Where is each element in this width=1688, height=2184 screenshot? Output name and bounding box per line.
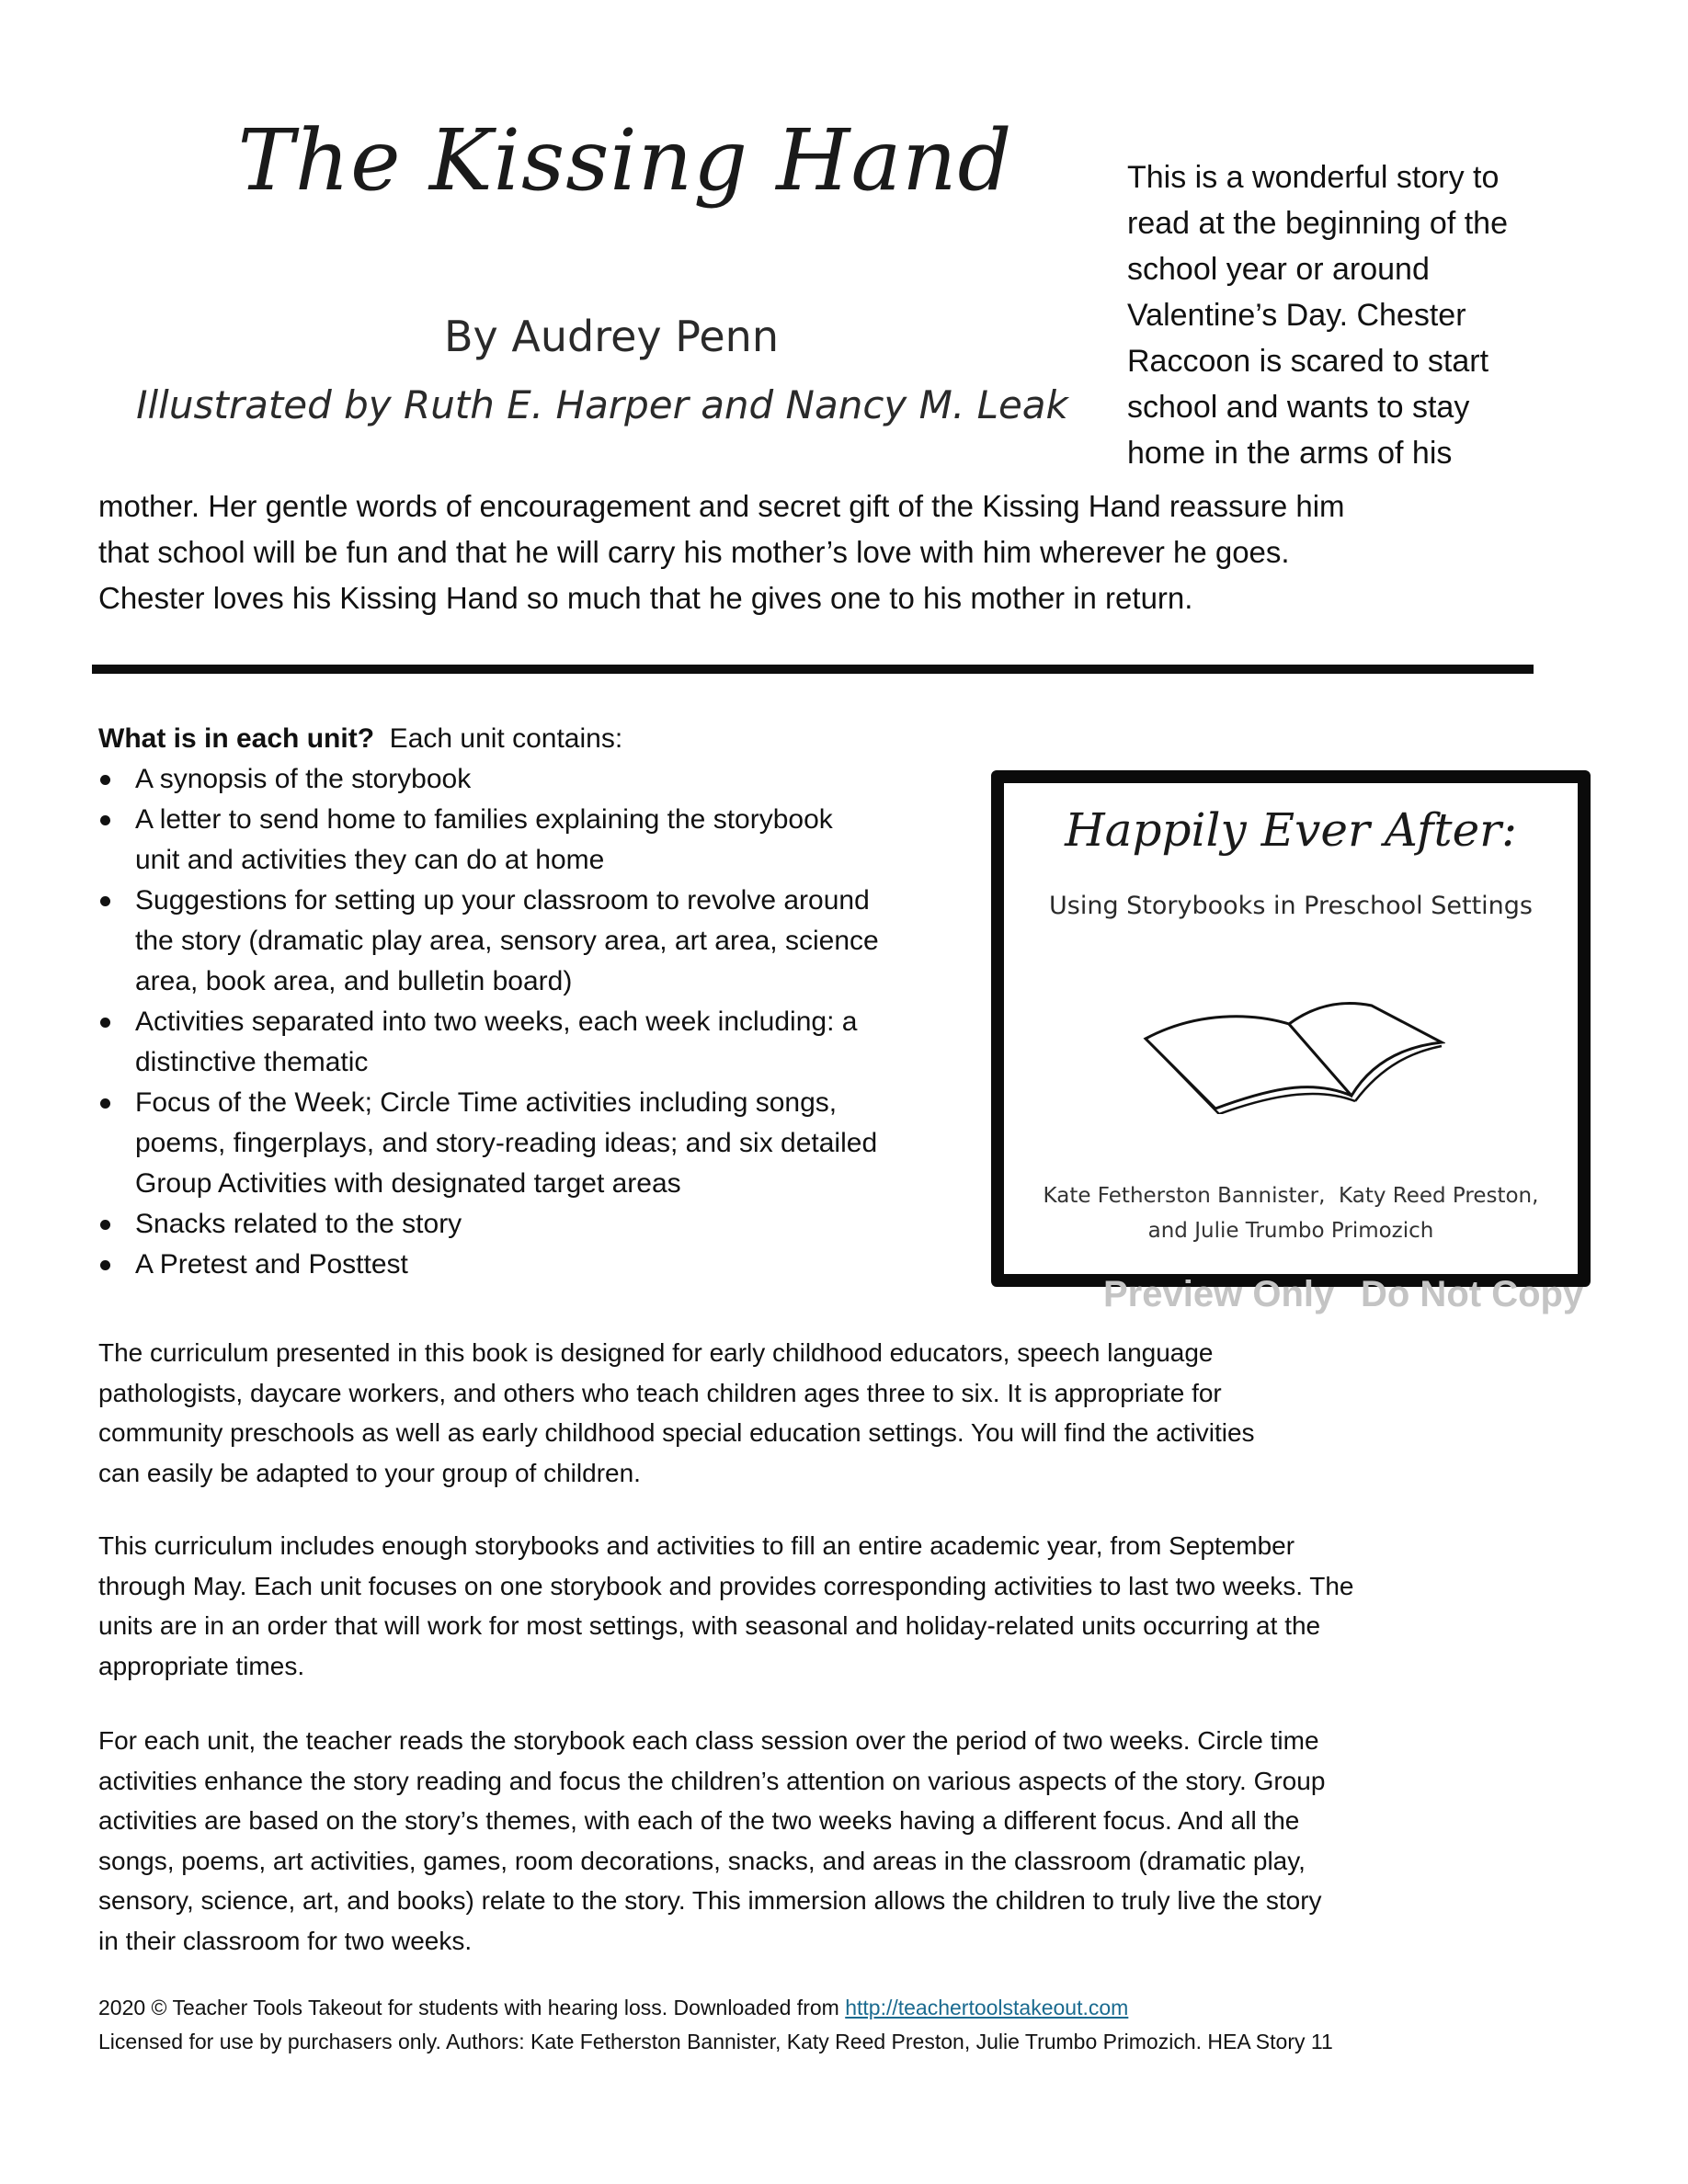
paragraph-line: can easily be adapted to your group of children. bbox=[98, 1458, 641, 1487]
download-link[interactable]: http://teachertoolstakeout.com bbox=[845, 1996, 1129, 2019]
author-line: By Audrey Penn bbox=[444, 312, 779, 361]
unit-contents-section bbox=[98, 719, 972, 1285]
intro-line: read at the beginning of the bbox=[1127, 206, 1508, 241]
book-cover-image bbox=[991, 770, 1591, 1287]
copyright-line bbox=[98, 1991, 1643, 2025]
section-divider bbox=[92, 665, 1534, 674]
list-item bbox=[98, 759, 972, 800]
intro-line: Chester loves his Kissing Hand so much that he gives one to his mother in return. bbox=[98, 581, 1193, 615]
list-item-line: A letter to send home to families explaining the storybook bbox=[135, 804, 833, 835]
intro-line: home in the arms of his bbox=[1127, 436, 1453, 471]
list-item-line: poems, fingerplays, and story-reading ideas; and six detailed bbox=[135, 1128, 878, 1158]
list-item-line: Snacks related to the story bbox=[135, 1209, 462, 1239]
paragraph-line: sensory, science, art, and books) relate to the story. This immersion allows the children to truly live the story bbox=[98, 1886, 1322, 1916]
license-line: Licensed for use by purchasers only. Authors: Kate Fetherston Bannister, Katy Reed Preston, Julie Trumbo Primozich. HEA Story 11 bbox=[98, 2030, 1333, 2053]
bullet-icon bbox=[100, 1098, 110, 1109]
paragraph-line: activities are based on the story’s themes, with each of the two weeks having a different focus. And all the bbox=[98, 1806, 1300, 1836]
intro-line: This is a wonderful story to bbox=[1127, 160, 1500, 195]
intro-line: Valentine’s Day. Chester bbox=[1127, 298, 1466, 333]
unit-contents-heading bbox=[98, 719, 972, 759]
paragraph-scope bbox=[98, 1526, 1643, 1686]
heading-rest: Each unit contains: bbox=[374, 723, 623, 754]
intro-line: that school will be fun and that he will carry his mother’s love with him wherever he goes. bbox=[98, 535, 1290, 569]
paragraph-line: activities enhance the story reading and focus the children’s attention on various aspects of the story. Group bbox=[98, 1766, 1326, 1795]
paragraph-method bbox=[98, 1721, 1643, 1962]
list-item-line: Group Activities with designated target areas bbox=[135, 1168, 681, 1199]
list-item-line: distinctive thematic bbox=[135, 1047, 369, 1077]
cover-authors-line: Kate Fetherston Bannister, Katy Reed Preston, bbox=[1043, 1184, 1539, 1208]
copyright-text: 2020 © Teacher Tools Takeout for students with hearing loss. Downloaded from bbox=[98, 1996, 846, 2019]
list-item-line: Suggestions for setting up your classroom to revolve around bbox=[135, 885, 870, 916]
paragraph-line: through May. Each unit focuses on one storybook and provides corresponding activities to last two weeks. The bbox=[98, 1571, 1354, 1600]
cover-subtitle: Using Storybooks in Preschool Settings bbox=[1049, 892, 1533, 920]
bullet-icon bbox=[100, 896, 110, 906]
list-item-line: unit and activities they can do at home bbox=[135, 845, 605, 875]
list-item-line: A Pretest and Posttest bbox=[135, 1249, 408, 1280]
intro-line: Raccoon is scared to start bbox=[1127, 344, 1489, 379]
intro-line: school year or around bbox=[1127, 252, 1430, 287]
paragraph-line: The curriculum presented in this book is designed for early childhood educators, speech language bbox=[98, 1338, 1214, 1367]
list-item bbox=[98, 1245, 972, 1285]
list-item bbox=[98, 1002, 972, 1083]
paragraph-line: For each unit, the teacher reads the storybook each class session over the period of two weeks. Circle time bbox=[98, 1726, 1319, 1755]
paragraph-line: pathologists, daycare workers, and others who teach children ages three to six. It is appropriate for bbox=[98, 1378, 1222, 1407]
paragraph-line: units are in an order that will work for most settings, with seasonal and holiday-related units occurring at the bbox=[98, 1611, 1321, 1641]
paragraph-line: songs, poems, art activities, games, room decorations, snacks, and areas in the classroom (dramatic play, bbox=[98, 1846, 1306, 1875]
paragraph-line: community preschools as well as early childhood special education settings. You will find the activities bbox=[98, 1418, 1255, 1448]
intro-right-column bbox=[1127, 154, 1642, 476]
bullet-icon bbox=[100, 1260, 110, 1270]
bullet-icon bbox=[100, 815, 110, 825]
intro-line: mother. Her gentle words of encouragement and secret gift of the Kissing Hand reassure him bbox=[98, 489, 1345, 523]
illustrator-line: Illustrated by Ruth E. Harper and Nancy M. Leak bbox=[136, 382, 1068, 427]
watermark-preview-only: Preview Only bbox=[1103, 1274, 1335, 1314]
list-item-line: Activities separated into two weeks, each week including: a bbox=[135, 1007, 858, 1037]
book-title: The Kissing Hand bbox=[237, 111, 1013, 210]
intro-continuation bbox=[98, 483, 1625, 621]
paragraph-line: This curriculum includes enough storybooks and activities to fill an entire academic year, from September bbox=[98, 1531, 1295, 1560]
list-item-line: area, book area, and bulletin board) bbox=[135, 966, 573, 996]
intro-line: school and wants to stay bbox=[1127, 390, 1470, 425]
cover-authors-line: and Julie Trumbo Primozich bbox=[1147, 1219, 1434, 1243]
heading-question: What is in each unit? bbox=[98, 723, 375, 754]
open-book-icon bbox=[1142, 985, 1445, 1114]
bullet-icon bbox=[100, 1220, 110, 1230]
list-item bbox=[98, 800, 972, 881]
list-item-line: A synopsis of the storybook bbox=[135, 764, 472, 794]
cover-title: Happily Ever After: bbox=[1065, 803, 1517, 857]
cover-authors bbox=[1004, 1178, 1578, 1248]
bullet-icon bbox=[100, 775, 110, 785]
list-item bbox=[98, 1083, 972, 1204]
unit-contents-list bbox=[98, 759, 972, 1285]
paragraph-audience bbox=[98, 1333, 1643, 1493]
list-item bbox=[98, 1204, 972, 1245]
paragraph-line: appropriate times. bbox=[98, 1651, 305, 1680]
watermark-do-not-copy: Do Not Copy bbox=[1361, 1274, 1584, 1314]
paragraph-line: in their classroom for two weeks. bbox=[98, 1926, 473, 1955]
footer bbox=[98, 1991, 1643, 2059]
list-item-line: Focus of the Week; Circle Time activities including songs, bbox=[135, 1087, 838, 1118]
list-item-line: the story (dramatic play area, sensory area, art area, science bbox=[135, 926, 879, 956]
bullet-icon bbox=[100, 1018, 110, 1028]
list-item bbox=[98, 881, 972, 1002]
